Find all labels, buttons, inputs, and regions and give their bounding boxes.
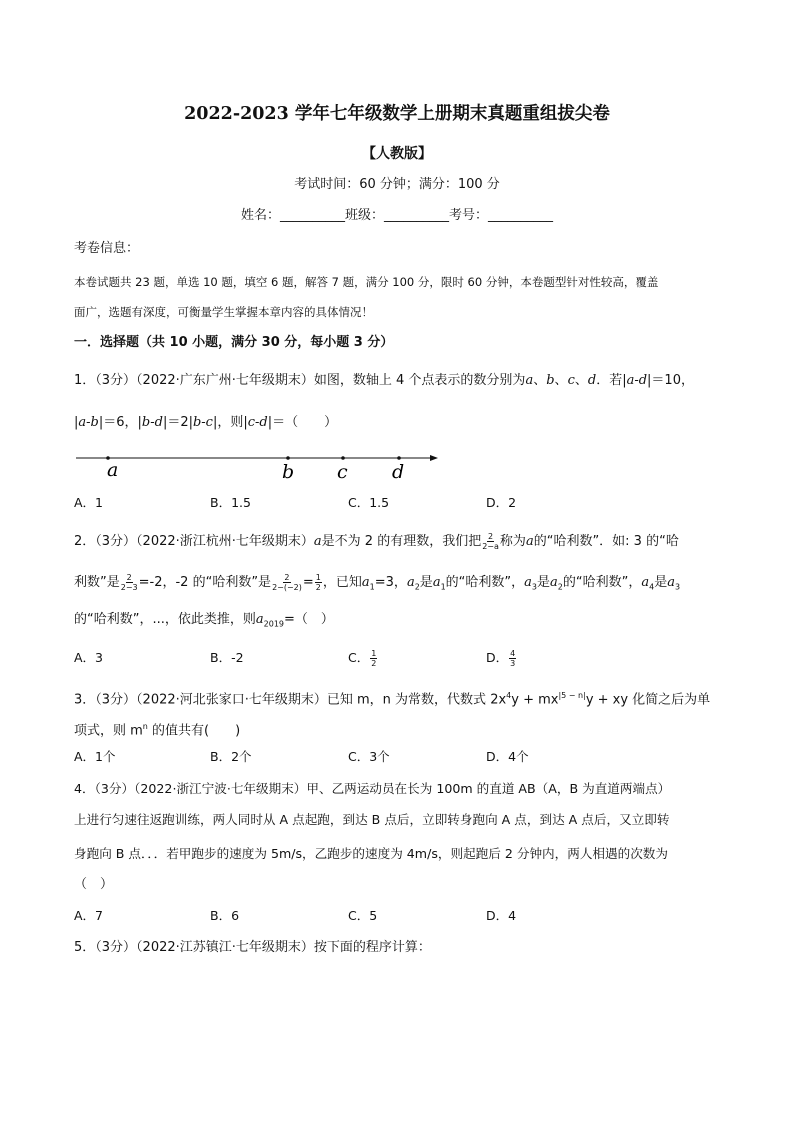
- point-c: [341, 456, 345, 460]
- fraction-num: 1: [371, 649, 377, 658]
- question-1-line-2: [74, 414, 337, 432]
- question-2-line-1: [74, 532, 679, 551]
- q1-text: 1．（3分）（2022·广东广州·七年级期末）如图，数轴上 4 个点表示的数分别为: [74, 373, 526, 388]
- question-4-line-2: 上进行匀速往返跑训练，两人同时从 A 点起跑，到达 B 点后，立即转身跑向 A 点，到达 A 点后，又立即转: [74, 812, 670, 827]
- q2-text: =-2，-2 的“哈利数”是: [138, 575, 272, 590]
- exam-time-info: 考试时间：60 分钟；满分：100 分: [294, 177, 500, 192]
- q3-option-d[interactable]: D．4个: [486, 749, 529, 764]
- student-fields: 姓名：__________班级：__________考号：__________: [240, 208, 553, 223]
- question-1-line-1: [74, 372, 694, 390]
- q3-text: 3．（3分）（2022·河北张家口·七年级期末）已知 m，n 为常数，代数式 2x: [74, 692, 507, 708]
- q2-var: a: [255, 612, 264, 627]
- option-fraction: [370, 649, 377, 668]
- q1-sep: 、: [574, 373, 588, 388]
- q2-text: 是: [654, 575, 668, 590]
- q1-option-b[interactable]: B．1.5: [210, 495, 251, 510]
- q2-sub: 3: [675, 582, 681, 592]
- q3-text: 项式，则 m: [74, 723, 143, 739]
- fraction-den: 2−a: [482, 542, 499, 551]
- fraction-den: 2: [315, 583, 321, 592]
- q3-sup: |5 − n|: [558, 691, 586, 700]
- fraction-den: 2: [371, 659, 377, 668]
- q1-var-c: c: [567, 373, 575, 388]
- q3-text: y + xy 化简之后为单: [585, 692, 711, 708]
- q1-expr: a-b: [78, 415, 99, 430]
- q1-text: |＝（ ）: [267, 415, 338, 430]
- q2-var: a: [406, 575, 415, 590]
- q1-sep: 、: [533, 373, 547, 388]
- q2-text: 是不为 2 的有理数，我们把: [321, 534, 482, 549]
- question-4-line-3: 身跑向 B 点．．．若甲跑步的速度为 5m/s，乙跑步的速度为 4m/s，则起跑后 2 分钟内，两人相遇的次数为: [74, 846, 668, 861]
- info-line-1: 本卷试题共 23 题，单选 10 题，填空 6 题，解答 7 题，满分 100 分，限时 60 分钟，本卷题型针对性较高，覆盖: [74, 275, 659, 289]
- q1-option-c[interactable]: C．1.5: [348, 495, 390, 510]
- q1-expr: b-c: [192, 415, 213, 430]
- edition-label: 【人教版】: [362, 146, 432, 162]
- question-4-line-4: （ ）: [74, 877, 114, 892]
- q2-text: =3，: [374, 575, 407, 590]
- section-heading: 一．选择题（共 10 小题，满分 30 分，每小题 3 分）: [74, 335, 394, 350]
- q2-fraction: [121, 573, 138, 592]
- question-4-line-1: 4．（3分）（2022·浙江宁波·七年级期末）甲、乙两运动员在长为 100m 的直道 AB（A，B 为直道两端点）: [74, 781, 671, 796]
- q2-sub: 1: [440, 582, 446, 592]
- q1-option-a[interactable]: A．1: [74, 495, 104, 510]
- question-2-line-3: [74, 611, 334, 634]
- q2-text: 的“哈利数”．如: 3 的“哈: [533, 534, 679, 549]
- q3-text: y + mx: [511, 692, 559, 708]
- q2-text: 的“哈利数”，: [445, 575, 525, 590]
- q2-var: a: [667, 575, 676, 590]
- number-line-figure: [70, 448, 450, 484]
- q3-option-a[interactable]: A．1个: [74, 749, 116, 764]
- q1-sep: 、: [554, 373, 568, 388]
- q2-var: a: [524, 575, 532, 590]
- q2-text: 的“哈利数”，...，依此类推，则: [74, 612, 256, 627]
- point-d: [397, 456, 401, 460]
- q2-fraction: [315, 573, 322, 592]
- q1-expr: b-d: [141, 415, 163, 430]
- document-title: 2022-2023 学年七年级数学上册期末真题重组拔尖卷: [184, 104, 610, 124]
- q2-sub: 1: [369, 582, 375, 592]
- q1-expr: c-d: [247, 415, 268, 430]
- q2-sub: 3: [531, 582, 538, 592]
- fraction-den: 2−(−2): [272, 583, 302, 592]
- option-label: D．: [486, 650, 509, 665]
- q2-text: 称为: [499, 534, 526, 549]
- fraction-num: 2: [488, 532, 494, 541]
- info-line-2: 面广，选题有深度，可衡量学生掌握本章内容的具体情况！: [74, 305, 373, 319]
- info-label: 考卷信息：: [74, 241, 140, 256]
- q1-text: |: [74, 415, 79, 430]
- q2-option-a[interactable]: A．3: [74, 650, 104, 665]
- q2-text: =: [302, 575, 314, 590]
- q2-fraction: [272, 573, 302, 592]
- question-5-line-1: 5．（3分）（2022·江苏镇江·七年级期末）按下面的程序计算：: [74, 940, 431, 955]
- q1-text: ．若|: [596, 373, 627, 388]
- q4-option-a[interactable]: A．7: [74, 908, 104, 923]
- q2-option-d[interactable]: [486, 649, 517, 668]
- q1-expr: a-d: [626, 373, 648, 388]
- q2-text: =（ ）: [284, 612, 334, 627]
- q3-option-b[interactable]: B．2个: [210, 749, 252, 764]
- q2-sub: 2019: [263, 619, 284, 629]
- q2-option-b[interactable]: B．-2: [210, 650, 244, 665]
- option-label: C．: [348, 650, 370, 665]
- q4-option-d[interactable]: D．4: [486, 908, 517, 923]
- q1-var-d: d: [587, 373, 597, 388]
- q3-sup: 4: [506, 691, 512, 700]
- q1-option-d[interactable]: D．2: [486, 495, 517, 510]
- q3-text: 的值共有( ): [147, 723, 241, 739]
- q1-text: |＝6，|: [98, 415, 142, 430]
- label-b: b: [282, 461, 295, 483]
- q2-var: a: [550, 575, 558, 590]
- fraction-num: 2: [126, 573, 132, 582]
- fraction-num: 2: [284, 573, 290, 582]
- q2-var: a: [641, 575, 650, 590]
- fraction-num: 4: [510, 649, 516, 658]
- label-d: d: [392, 461, 405, 483]
- q1-text: |，则|: [212, 415, 248, 430]
- q2-text: ，已知: [322, 575, 362, 590]
- q1-var-b: b: [546, 373, 555, 388]
- q3-sup: n: [142, 722, 148, 731]
- label-a: a: [107, 459, 119, 481]
- q4-option-c[interactable]: C．5: [348, 908, 378, 923]
- q4-option-b[interactable]: B．6: [210, 908, 240, 923]
- fraction-den: 2−3: [120, 583, 138, 592]
- q2-text: 利数”是: [74, 575, 120, 590]
- option-fraction: [509, 649, 516, 668]
- q2-var: a: [361, 575, 370, 590]
- q3-option-c[interactable]: C．3个: [348, 749, 390, 764]
- label-c: c: [337, 461, 348, 483]
- q1-var-a: a: [525, 373, 534, 388]
- number-line-arrow-icon: [430, 455, 438, 461]
- q2-var: a: [432, 575, 441, 590]
- q2-var: a: [525, 534, 534, 549]
- q2-sub: 2: [414, 582, 420, 592]
- q2-fraction: [482, 532, 499, 551]
- fraction-den: 3: [510, 659, 516, 668]
- q2-sub: 4: [649, 582, 655, 592]
- q2-sub: 2: [557, 582, 563, 592]
- question-2-line-2: [74, 573, 680, 597]
- q2-option-c[interactable]: [348, 649, 378, 668]
- fraction-num: 1: [315, 573, 321, 582]
- q2-text: 的“哈利数”，: [562, 575, 642, 590]
- q2-text: 是: [419, 575, 433, 590]
- q2-var: a: [313, 534, 322, 549]
- q2-text: 2．（3分）（2022·浙江杭州·七年级期末）: [74, 534, 314, 549]
- q2-text: 是: [537, 575, 551, 590]
- q1-text: |＝10，: [647, 373, 694, 388]
- q1-text: |＝2|: [162, 415, 193, 430]
- question-3-line-1: [74, 687, 710, 709]
- point-b: [286, 456, 290, 460]
- question-3-line-2: [74, 718, 240, 740]
